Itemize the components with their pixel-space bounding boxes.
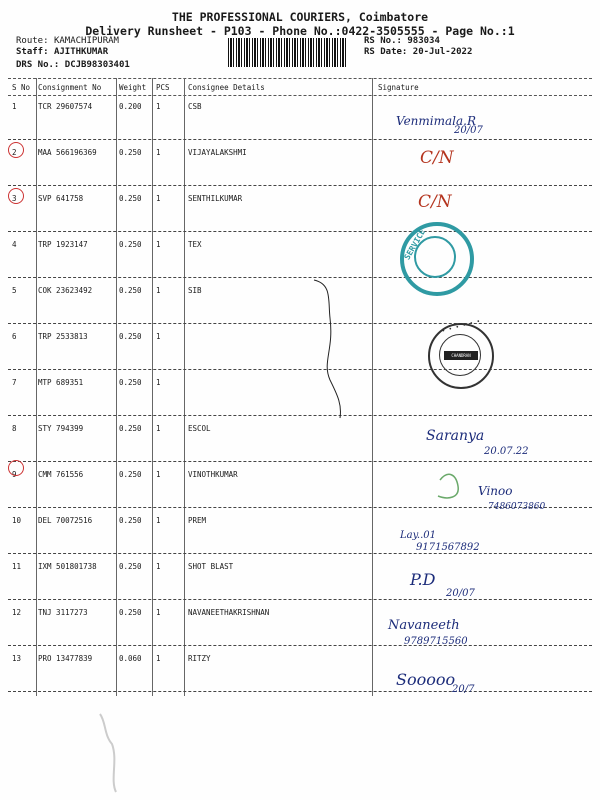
col-consignee: Consignee Details: [188, 83, 265, 92]
row-pcs: 1: [156, 516, 161, 525]
staff-label: Staff:: [16, 47, 49, 57]
row-consignment: PRO 13477839: [38, 654, 93, 663]
row-pcs: 1: [156, 194, 161, 203]
table-row: [8, 186, 592, 232]
row-weight: 0.250: [119, 148, 142, 157]
barcode: [228, 38, 346, 67]
rs-date-label: RS Date:: [364, 47, 408, 57]
row-pcs: 1: [156, 102, 161, 111]
row-pcs: 1: [156, 240, 161, 249]
company-title: THE PROFESSIONAL COURIERS, Coimbatore: [171, 10, 429, 24]
table-row: [8, 94, 592, 140]
row-sno: 8: [12, 424, 17, 433]
table-row: [8, 232, 592, 278]
row-weight: 0.250: [119, 470, 142, 479]
row-weight: 0.250: [119, 378, 142, 387]
rs-no-line: [364, 36, 440, 46]
drs-label: DRS No.:: [16, 60, 60, 70]
signature-8: Saranya: [426, 428, 485, 444]
row-weight: 0.060: [119, 654, 142, 663]
signature-9-phone: 7486073860: [488, 502, 546, 512]
row-sno: 12: [12, 608, 22, 617]
table-row: [8, 278, 592, 324]
table-row: [8, 600, 592, 646]
row-weight: 0.250: [119, 240, 142, 249]
table-row: [8, 324, 592, 370]
row-consignee: SIB: [188, 286, 202, 295]
circle-mark: [8, 460, 24, 476]
row-consignee: ESCOL: [188, 424, 211, 433]
row-weight: 0.250: [119, 608, 142, 617]
row-consignment: TRP 1923147: [38, 240, 88, 249]
stamp-ring-text: • • • • • •: [440, 317, 482, 336]
rs-date-value: 20-Jul-2022: [412, 47, 473, 57]
signature-10: Lay..01: [400, 530, 437, 541]
row-pcs: 1: [156, 470, 161, 479]
col-signature: Signature: [378, 83, 419, 92]
row-consignee: SHOT BLAST: [188, 562, 234, 571]
row-pcs: 1: [156, 608, 161, 617]
company-stamp: [428, 317, 494, 389]
row-weight: 0.250: [119, 424, 142, 433]
cn-mark-3: C/N: [418, 192, 452, 212]
signature-9: Vinoo: [478, 484, 513, 498]
row-sno: 11: [12, 562, 22, 571]
row-sno: 13: [12, 654, 22, 663]
cn-mark-2: C/N: [420, 148, 454, 168]
rs-date-line: [364, 47, 472, 57]
signature-8-date: 20.07.22: [484, 446, 529, 457]
row-pcs: 1: [156, 424, 161, 433]
circle-mark: [8, 188, 24, 204]
signature-13: Sooooo: [396, 670, 456, 689]
table-row: [8, 140, 592, 186]
row-sno: 4: [12, 240, 17, 249]
col-pcs: PCS: [156, 83, 170, 92]
row-sno: 1: [12, 102, 17, 111]
row-sno: 10: [12, 516, 22, 525]
row-consignment: SVP 641758: [38, 194, 84, 203]
drs-line: [16, 60, 130, 70]
stamp-center-bar: CHANDRAN: [444, 351, 478, 360]
row-pcs: 1: [156, 148, 161, 157]
row-consignee: SENTHILKUMAR: [188, 194, 243, 203]
row-consignment: IXM 501801738: [38, 562, 97, 571]
rs-no-label: RS No.:: [364, 36, 402, 46]
row-consignment: TRP 2533813: [38, 332, 88, 341]
table-row: [8, 646, 592, 692]
signature-10-phone: 9171567892: [416, 542, 480, 553]
staff-line: [16, 47, 108, 57]
staff-value: AJITHKUMAR: [53, 47, 109, 57]
row-pcs: 1: [156, 332, 161, 341]
row-consignee: PREM: [188, 516, 207, 525]
row-consignee: RITZY: [188, 654, 211, 663]
row-weight: 0.200: [119, 102, 142, 111]
table-row: [8, 554, 592, 600]
signature-1: Venmimala.R: [396, 114, 476, 128]
route-label: Route:: [16, 36, 49, 46]
signature-13-date: 20/7: [452, 684, 475, 695]
row-weight: 0.250: [119, 286, 142, 295]
row-sno: 7: [12, 378, 17, 387]
ink-smudge: [100, 714, 116, 792]
drs-value: DCJB98303401: [64, 60, 130, 70]
row-consignee: CSB: [188, 102, 202, 111]
row-consignee: VINOTHKUMAR: [188, 470, 238, 479]
row-consignment: COK 23623492: [38, 286, 93, 295]
row-sno: 2: [12, 148, 17, 157]
signature-11-date: 20/07: [446, 588, 475, 599]
row-weight: 0.250: [119, 516, 142, 525]
row-pcs: 1: [156, 378, 161, 387]
row-weight: 0.250: [119, 562, 142, 571]
row-consignee: TEX: [188, 240, 202, 249]
row-pcs: 1: [156, 654, 161, 663]
row-sno: 9: [12, 470, 17, 479]
row-sno: 5: [12, 286, 17, 295]
signature-12: Navaneeth: [388, 618, 460, 633]
row-consignment: MAA 566196369: [38, 148, 97, 157]
row-consignment: MTP 689351: [38, 378, 84, 387]
table-row: [8, 370, 592, 416]
stamp-label: SERVICE: [402, 227, 428, 262]
row-pcs: 1: [156, 286, 161, 295]
row-weight: 0.250: [119, 332, 142, 341]
circle-mark: [8, 142, 24, 158]
signature-12-phone: 9789715560: [404, 636, 468, 647]
row-consignee: VIJAYALAKSHMI: [188, 148, 247, 157]
row-consignment: CMM 761556: [38, 470, 84, 479]
col-consignment: Consignment No: [38, 83, 102, 92]
table-row: [8, 508, 592, 554]
row-pcs: 1: [156, 562, 161, 571]
row-consignment: TCR 29607574: [38, 102, 93, 111]
row-sno: 3: [12, 194, 17, 203]
rs-no-value: 983034: [407, 36, 440, 46]
route-line: [16, 36, 119, 46]
col-weight: Weight: [119, 83, 147, 92]
signature-1-date: 20/07: [454, 125, 483, 136]
signature-11: P.D: [410, 570, 436, 589]
service-stamp: [400, 222, 474, 296]
row-consignment: DEL 70072516: [38, 516, 93, 525]
row-consignee: NAVANEETHAKRISHNAN: [188, 608, 270, 617]
runsheet-title: Delivery Runsheet - P103 - Phone No.:0422-3505555 - Page No.:1: [85, 24, 515, 38]
row-sno: 6: [12, 332, 17, 341]
row-consignment: TNJ 3117273: [38, 608, 88, 617]
route-value: KAMACHIPURAM: [53, 36, 119, 46]
row-consignment: STY 794399: [38, 424, 84, 433]
row-weight: 0.250: [119, 194, 142, 203]
col-sno: S No: [12, 83, 31, 92]
